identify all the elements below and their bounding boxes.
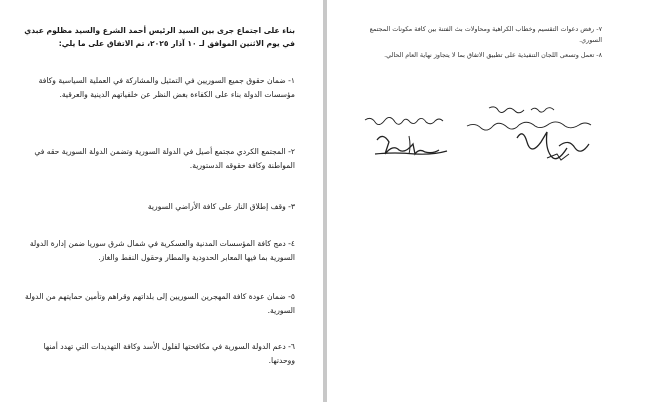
agreement-item-1: ١- ضمان حقوق جميع السوريين في التمثيل والمشاركة في العملية السياسية وكافة مؤسسات الدولة بناء على الكفاءة بغض النظر عن خلفياتهم الدينية والعرقية. xyxy=(38,76,295,99)
agreement-item-5: ٥- ضمان عودة كافة المهجرين السوريين إلى بلداتهم وقراهم وتأمين حمايتهم من الدولة السورية. xyxy=(25,292,295,315)
agreement-item-6: ٦- دعم الدولة السورية في مكافحتها لفلول الأسد وكافة التهديدات التي تهدد أمنها ووحدتها. xyxy=(43,342,295,365)
document-page-right xyxy=(327,0,650,402)
agreement-item-2: ٢- المجتمع الكردي مجتمع أصيل في الدولة السورية وتضمن الدولة السورية حقه في المواطنة وكافة حقوقه الدستورية. xyxy=(34,147,295,170)
document-page-left xyxy=(0,0,323,402)
agreement-item-3: ٣- وقف إطلاق النار على كافة الأراضي السورية xyxy=(147,202,295,211)
signature-right xyxy=(459,100,619,180)
agreement-intro: بناء على اجتماع جرى بين السيد الرئيس أحمد الشرع والسيد مظلوم عبدي في يوم الاثنين الموافق لـ ١٠ آذار ٢٠٢٥، تم الاتفاق على ما يلي: xyxy=(24,26,295,48)
agreement-item-8: ٨- تعمل وتسعى اللجان التنفيذية على تطبيق الاتفاق بما لا يتجاوز نهاية العام الحالي. xyxy=(384,51,602,59)
signature-left xyxy=(357,110,467,170)
agreement-item-7: ٧- رفض دعوات التقسيم وخطاب الكراهية ومحاولات بث الفتنة بين كافة مكونات المجتمع السوري. xyxy=(369,25,602,44)
agreement-item-4: ٤- دمج كافة المؤسسات المدنية والعسكرية في شمال شرق سوريا ضمن إدارة الدولة السورية بما فيها المعابر الحدودية والمطار وحقول النفط والغاز. xyxy=(29,239,295,262)
